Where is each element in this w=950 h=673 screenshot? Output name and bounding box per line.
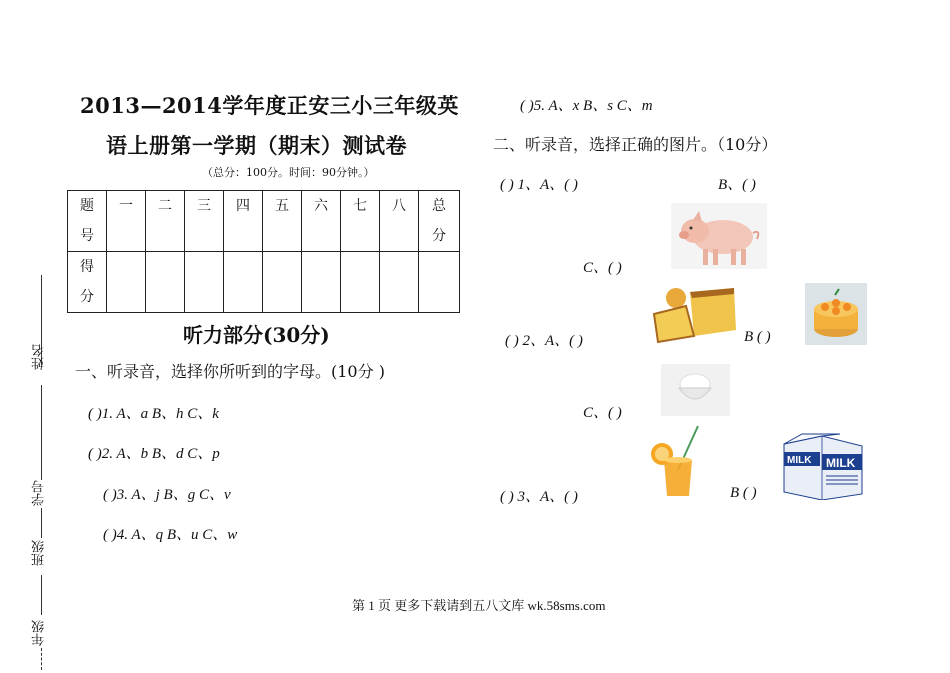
milk-carton-image xyxy=(782,432,864,500)
score-cell-3: 三 xyxy=(185,191,224,252)
score-cell-2: 二 xyxy=(146,191,185,252)
score-input-3[interactable] xyxy=(185,252,224,313)
side-label-class: 班级 xyxy=(32,540,47,566)
cake-image xyxy=(805,283,867,345)
side-label-student-no: 学号 xyxy=(32,480,47,506)
q3-option-b: B ( ) xyxy=(730,485,757,501)
binding-line-3 xyxy=(41,508,42,538)
binding-line-5 xyxy=(41,648,42,670)
score-input-4[interactable] xyxy=(224,252,263,313)
score-table-header-row xyxy=(68,191,460,252)
score-input-5[interactable] xyxy=(263,252,302,313)
score-cell-4: 四 xyxy=(224,191,263,252)
section1-item-5: ( )5. A、x B、s C、m xyxy=(520,98,653,114)
juice-image xyxy=(648,424,704,500)
score-input-6[interactable] xyxy=(302,252,341,313)
page-footer: 第 1 页 更多下载请到五八文库 wk.58sms.com xyxy=(352,598,606,613)
score-row-label: 得分 xyxy=(68,252,107,313)
score-table-score-row xyxy=(68,252,460,313)
listening-section-title: 听力部分(30分) xyxy=(183,323,330,347)
q2-option-c: C、( ) xyxy=(583,405,622,421)
score-cell-6: 六 xyxy=(302,191,341,252)
exam-title-line2: 语上册第一学期（期末）测试卷 xyxy=(106,133,407,158)
score-input-7[interactable] xyxy=(341,252,380,313)
score-input-8[interactable] xyxy=(380,252,419,313)
score-cell-total: 总分 xyxy=(419,191,460,252)
q2-option-a: ( ) 2、A、( ) xyxy=(505,333,583,349)
section1-item-2: ( )2. A、b B、d C、p xyxy=(88,446,220,462)
rice-image xyxy=(661,364,730,416)
score-cell-1: 一 xyxy=(107,191,146,252)
section1-item-4: ( )4. A、q B、u C、w xyxy=(103,527,238,543)
score-input-1[interactable] xyxy=(107,252,146,313)
side-label-grade: 年级 xyxy=(32,620,47,646)
section2-heading: 二、听录音，选择正确的图片。（10分） xyxy=(493,135,778,154)
exam-meta: （总分：100分。时间：90分钟。） xyxy=(202,166,375,179)
score-cell-8: 八 xyxy=(380,191,419,252)
milk-label-right: MILK xyxy=(826,456,856,470)
side-label-name: 姓名 xyxy=(32,344,47,370)
score-cell-7: 七 xyxy=(341,191,380,252)
exam-title-line1: 2013—2014学年度正安三小三年级英 xyxy=(80,93,459,118)
bread-image xyxy=(650,286,738,344)
q1-option-c: C、( ) xyxy=(583,260,622,276)
pig-image xyxy=(671,203,767,269)
q1-option-a: ( ) 1、A、( ) xyxy=(500,177,578,193)
score-cell-label: 题号 xyxy=(68,191,107,252)
q3-option-a: ( ) 3、A、( ) xyxy=(500,489,578,505)
milk-label-left: MILK xyxy=(787,455,812,466)
section1-heading: 一、听录音，选择你所听到的字母。(10分 ) xyxy=(75,362,385,381)
q2-option-b: B ( ) xyxy=(744,329,771,345)
binding-line-4 xyxy=(41,575,42,615)
score-cell-5: 五 xyxy=(263,191,302,252)
section1-item-3: ( )3. A、j B、g C、v xyxy=(103,487,231,503)
score-input-2[interactable] xyxy=(146,252,185,313)
binding-line-2 xyxy=(41,385,42,480)
q1-option-b: B、( ) xyxy=(718,177,756,193)
score-input-total[interactable] xyxy=(419,252,460,313)
section1-item-1: ( )1. A、a B、h C、k xyxy=(88,406,219,422)
score-table xyxy=(67,190,460,313)
